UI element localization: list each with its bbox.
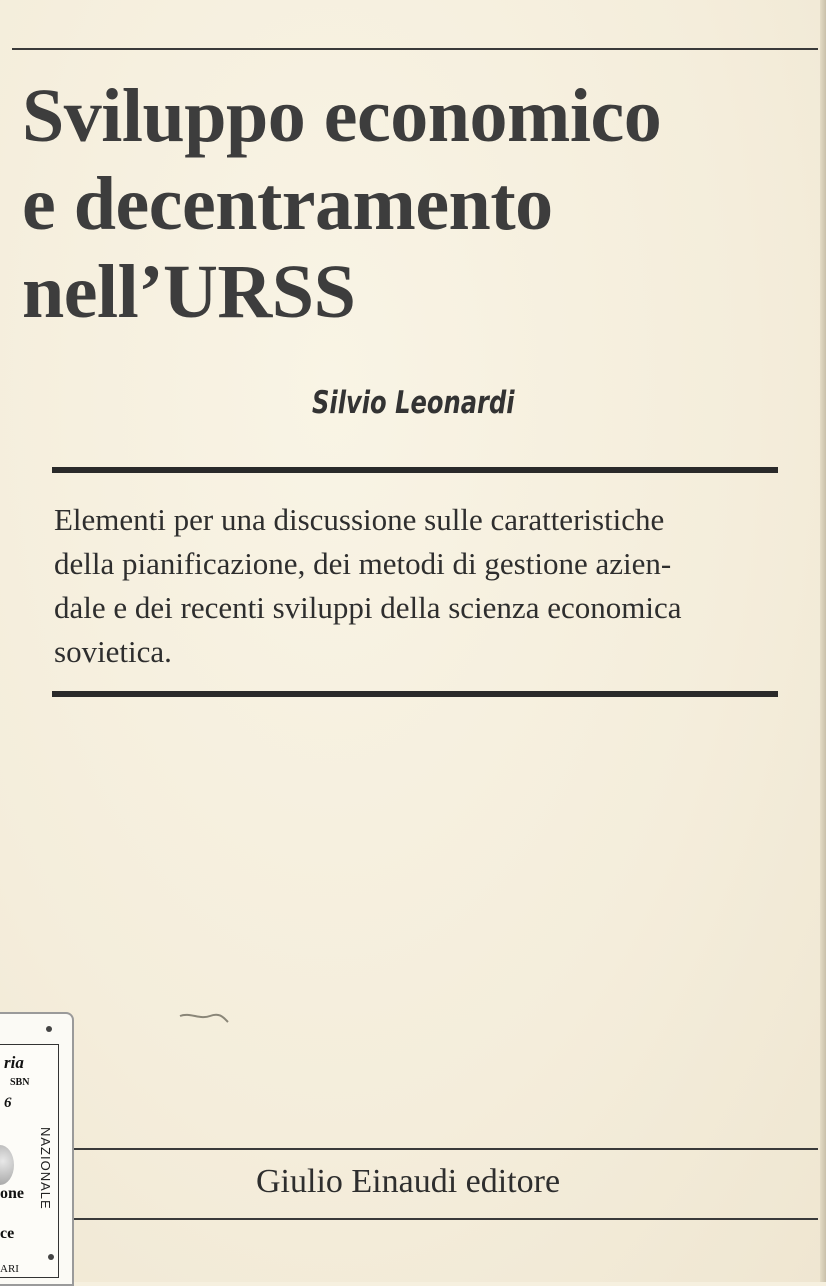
description-bottom-rule (52, 691, 778, 697)
sticker-hole-bottom (48, 1254, 54, 1260)
library-sticker (0, 1012, 74, 1286)
title-line-2: e decentramento (22, 162, 553, 246)
author-name: Silvio Leonardi (312, 385, 515, 421)
sticker-text-3: 6 (4, 1095, 12, 1111)
publisher-name: Giulio Einaudi editore (256, 1163, 561, 1200)
description-line-3: dale e dei recenti sviluppi della scienza economica (54, 590, 682, 625)
title-line-3: nell’URSS (22, 250, 356, 334)
publisher-bottom-rule (70, 1218, 818, 1220)
description-line-2: della pianificazione, dei metodi di gestione azien- (54, 546, 672, 581)
description-line-4: sovietica. (54, 634, 172, 669)
sticker-text-5: ce (0, 1225, 15, 1242)
publisher-top-rule (70, 1148, 818, 1150)
description-top-rule (52, 467, 778, 473)
description-line-1: Elementi per una discussione sulle caratteristiche (54, 502, 665, 537)
library-seal-icon (0, 1145, 14, 1185)
sticker-vertical-label: NAZIONALE (38, 1127, 53, 1210)
sticker-text-4: one (0, 1185, 24, 1202)
sticker-text-2: SBN (10, 1077, 30, 1088)
scuff-mark (178, 1010, 230, 1024)
sticker-text-1: ria (4, 1053, 24, 1072)
title-line-1: Sviluppo economico (22, 74, 662, 158)
sticker-hole-top (46, 1026, 52, 1032)
sticker-text-6: ARI (0, 1263, 19, 1275)
book-description (54, 498, 784, 674)
top-rule (12, 48, 818, 50)
sticker-frame (0, 1044, 59, 1278)
book-title (22, 72, 822, 336)
